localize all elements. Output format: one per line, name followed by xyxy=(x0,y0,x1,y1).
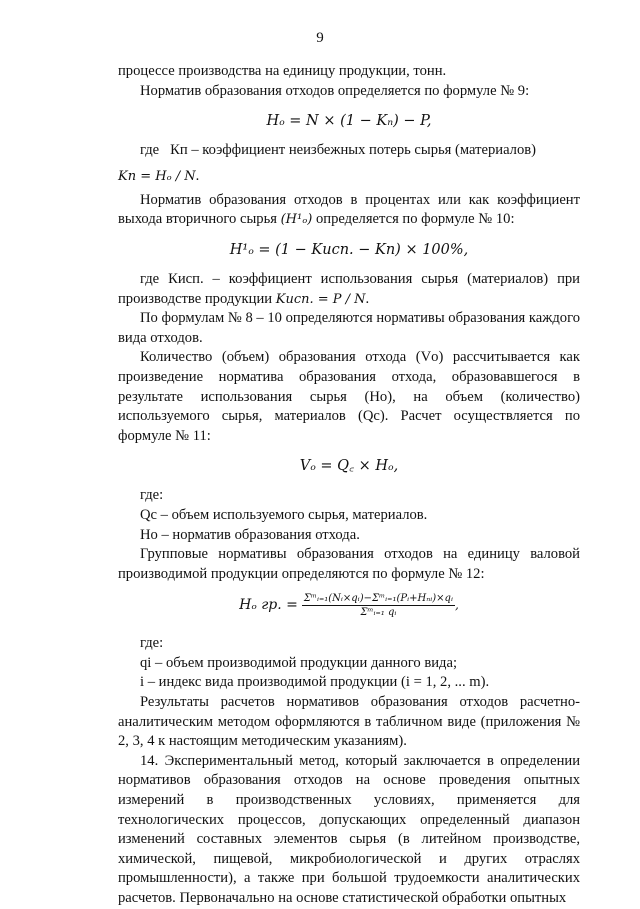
percent-norm-text: Норматив образования отходов в процентах или как коэффициент выхода вторичного сырья xyxy=(118,191,580,228)
document-body xyxy=(118,62,580,909)
kisp-formula: Kисп. = P / N xyxy=(275,291,366,307)
paragraph-percent-norm xyxy=(118,191,580,230)
formula-12: Hₒ гр. = $\frac{\text{Σᵐᵢ₌₁(Nᵢ×qᵢ)−Σᵐᵢ₌₁(Pᵢ+Hₙᵢ)×qᵢ}}{\text{Σᵐᵢ₌₁ qᵢ}}$ , xyxy=(239,593,459,619)
kp-formula: Kп = Hₒ / N xyxy=(118,168,196,184)
definition-ho: Но – норматив образования отхода. xyxy=(140,526,360,543)
percent-norm-text-end: определяется по формуле № 10: xyxy=(315,211,515,228)
paragraph-kp-definition xyxy=(118,141,580,161)
formula-12-fraction xyxy=(302,592,455,619)
paragraph-continuation: процессе производства на единицу продукции, тонн. xyxy=(118,63,447,79)
definition-qi: qi – объем производимой продукции данного вида; xyxy=(140,654,458,671)
where-label: где xyxy=(140,142,160,159)
paragraph-formula-9-intro: Норматив образования отходов определяется по формуле № 9: xyxy=(140,82,530,99)
formula-12-numerator: Σᵐᵢ₌₁(Nᵢ×qᵢ)−Σᵐᵢ₌₁(Pᵢ+Hₙᵢ)×qᵢ xyxy=(303,593,453,605)
paragraph-results: Результаты расчетов нормативов образования отходов расчетно-аналитическим методом оформляются в табличном виде (приложения № 2, 3, 4 к настоящим методическим указаниям). xyxy=(118,694,580,750)
paragraph-experimental-method: 14. Экспериментальный метод, который заключается в определении нормативов образования отходов на основе проведения опытных измерений в производственных условиях, применяется для технологических процессов, допускающих определенный диапазон изменений составных элементов сырья (в литейном производстве, химической, пищевой, микробиологической и других отраслях промышленности), а также при большой трудоемкости аналитических расчетов. Первоначально на основе статистической обработки опытных xyxy=(118,752,580,906)
where-label-3: где: xyxy=(140,635,164,652)
formula-11: Vₒ = Q꜀ × Hₒ, xyxy=(299,458,399,475)
definition-i: i – индекс вида производимой продукции (i = 1, 2, ... m). xyxy=(140,674,490,691)
paragraph-kisp-definition: где Кисп. – коэффициент использования сырья (материалов) при производстве продукции Kисп. = P / N. xyxy=(118,270,580,307)
formula-10: H¹ₒ = (1 − Kисп. − Kп) × 100%, xyxy=(229,241,469,258)
paragraph-formulas-8-10: По формулам № 8 – 10 определяются нормативы образования каждого вида отходов. xyxy=(118,310,580,346)
paragraph-group-norms: Групповые нормативы образования отходов на единицу валовой производимой продукции определяются по формуле № 12: xyxy=(118,546,580,582)
formula-12-denominator: Σᵐᵢ₌₁ qᵢ xyxy=(360,607,397,619)
h1o-symbol: (H¹ₒ) xyxy=(280,212,313,228)
kp-formula-line: Kп = Hₒ / N. xyxy=(118,167,200,184)
formula-9: Hₒ = N × (1 − Kₙ) − P, xyxy=(266,113,432,130)
page-number: 9 xyxy=(316,30,324,46)
kisp-definition-text: где Кисп. – коэффициент использования сырья (материалов) при производстве продукции xyxy=(118,270,580,307)
where-label-2: где: xyxy=(140,487,164,504)
paragraph-volume-calc: Количество (объем) образования отхода (Vо) рассчитывается как произведение норматива образования отхода, образовавшегося в результате использования сырья (Но), на объем (количество) используемого сырья, материалов (Qс). Расчет осуществляется по формуле № 11: xyxy=(118,349,580,444)
kp-definition-text: Кп – коэффициент неизбежных потерь сырья (материалов) xyxy=(170,142,537,159)
definition-qc: Qс – объем используемого сырья, материалов. xyxy=(140,506,428,523)
formula-12-lhs: Hₒ гр. = xyxy=(239,597,298,614)
